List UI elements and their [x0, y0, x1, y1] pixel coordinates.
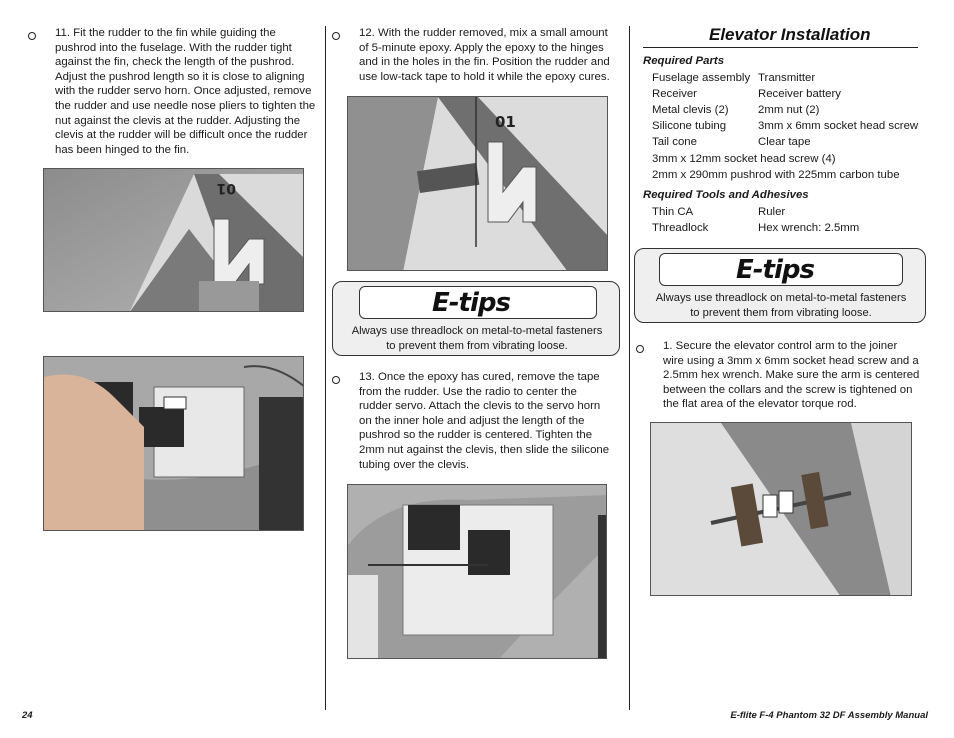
- rudder-fin-photo: [43, 168, 304, 312]
- etips-callout: [634, 248, 926, 323]
- step-11-text: [55, 26, 325, 157]
- step-11-line: with the rudder servo horn. Once adjusted, remove: [55, 85, 312, 98]
- step-11-line: pushrod into the fuselage. With the rudder tight: [55, 41, 292, 54]
- step-1-text: [663, 339, 931, 412]
- tools-row: [652, 222, 708, 234]
- section-title: Elevator Installation: [709, 25, 871, 44]
- etips-text: [333, 324, 621, 353]
- tool-item: Ruler: [758, 206, 786, 218]
- part-item: 3mm x 6mm socket head screw: [758, 120, 919, 132]
- etips-text: [635, 291, 927, 320]
- servo-centered-illustration: [348, 485, 607, 659]
- part-item: Silicone tubing: [652, 120, 727, 132]
- step-13-text: [359, 370, 624, 472]
- etips-logo: E-tips: [432, 288, 510, 318]
- step-11-line: 11. Fit the rudder to the fin while guiding the: [55, 27, 276, 39]
- page-number: 24: [22, 710, 33, 721]
- step-1-bullet: [636, 345, 644, 353]
- required-parts-heading: Required Parts: [643, 55, 725, 67]
- step-13-line: tubing over the clevis.: [359, 458, 470, 471]
- tool-item: Hex wrench: 2.5mm: [758, 222, 860, 234]
- parts-row: [758, 88, 841, 100]
- fin-marking: 01: [216, 180, 236, 196]
- step-11-line: Adjust the pushrod length so it is close to aligning: [55, 70, 305, 83]
- manual-title: E-flite F-4 Phantom 32 DF Assembly Manual: [730, 710, 928, 721]
- step-12-line: use low-tack tape to hold it while the epoxy cures.: [359, 70, 610, 83]
- step-11-bullet: [28, 32, 36, 40]
- section-title-rule: [643, 47, 918, 48]
- servo-illustration: [44, 357, 304, 531]
- step-12-line: 12. With the rudder removed, mix a small amount: [359, 27, 608, 39]
- etips-logo-panel: [659, 253, 903, 286]
- parts-row: [652, 72, 750, 84]
- etips-callout: [332, 281, 620, 356]
- parts-row-full: [652, 169, 900, 181]
- column-divider-left: [325, 26, 326, 710]
- part-item: Receiver: [652, 88, 697, 100]
- parts-row-full: [652, 153, 836, 165]
- tools-row: [652, 206, 693, 218]
- step-11-line: clevis at the rudder will be difficult once the rudder: [55, 129, 308, 142]
- taped-rudder-photo: [347, 96, 608, 271]
- fin-marking: 01: [495, 113, 516, 131]
- parts-row: [758, 104, 819, 116]
- step-13-line: rudder servo. Attach the clevis to the servo horn: [359, 400, 601, 413]
- tools-row: [758, 222, 859, 234]
- tool-item: Thin CA: [652, 206, 694, 218]
- elevator-control-arm-photo: [650, 422, 912, 596]
- step-1-line: between the collars and the screw is tightened on: [663, 383, 913, 396]
- step-1-line: the flat area of the elevator torque rod.: [663, 398, 857, 411]
- step-13-line: pushrod so the rudder is centered. Tighten the: [359, 429, 593, 442]
- part-item: 2mm nut (2): [758, 104, 820, 116]
- step-11-line: the rudder and use needle nose pliers to tighten the: [55, 99, 316, 112]
- step-13-line: from the rudder. Use the radio to center the: [359, 385, 577, 398]
- taped-rudder-illustration: [348, 97, 608, 271]
- etips-line: Always use threadlock on metal-to-metal fasteners: [655, 292, 907, 304]
- step-13-line: on the inner hole and adjust the length of the: [359, 414, 585, 427]
- column-divider-right: [629, 26, 630, 710]
- part-item: Receiver battery: [758, 88, 841, 100]
- parts-row: [758, 136, 811, 148]
- tool-item: Threadlock: [652, 222, 709, 234]
- part-item: 3mm x 12mm socket head screw (4): [652, 153, 836, 165]
- part-item: Tail cone: [652, 136, 697, 148]
- step-11-line: nut against the clevis at the rudder. Adjusting the: [55, 114, 301, 127]
- step-12-line: and in the holes in the fin. Position the rudder and: [359, 56, 610, 69]
- etips-line: to prevent them from vibrating loose.: [690, 306, 872, 319]
- parts-row: [652, 104, 729, 116]
- step-12-text: [359, 26, 624, 84]
- elevator-arm-illustration: [651, 423, 912, 596]
- etips-logo: E-tips: [736, 255, 814, 285]
- parts-row: [652, 88, 697, 100]
- step-1-line: wire using a 3mm x 6mm socket head screw and a: [663, 354, 919, 367]
- step-13-line: 2mm nut against the clevis, then slide the silicone: [359, 443, 610, 456]
- part-item: Clear tape: [758, 136, 811, 148]
- tools-row: [758, 206, 785, 218]
- parts-row: [758, 120, 918, 132]
- parts-row: [758, 72, 815, 84]
- step-13-line: 13. Once the epoxy has cured, remove the tape: [359, 371, 600, 383]
- etips-line: to prevent them from vibrating loose.: [386, 339, 568, 352]
- step-1-line: 1. Secure the elevator control arm to the joiner: [663, 340, 898, 352]
- step-11-line: has been hinged to the fin.: [55, 143, 190, 156]
- rudder-fin-illustration: [44, 169, 304, 312]
- rudder-servo-centered-photo: [347, 484, 607, 659]
- parts-row: [652, 136, 697, 148]
- etips-line: Always use threadlock on metal-to-metal fasteners: [351, 325, 603, 337]
- part-item: 2mm x 290mm pushrod with 225mm carbon tube: [652, 169, 900, 181]
- step-12-line: of 5-minute epoxy. Apply the epoxy to the hinges: [359, 41, 604, 54]
- parts-row: [652, 120, 726, 132]
- part-item: Fuselage assembly: [652, 72, 751, 84]
- step-12-bullet: [332, 32, 340, 40]
- part-item: Metal clevis (2): [652, 104, 729, 116]
- step-1-line: 2.5mm hex wrench. Make sure the arm is centered: [663, 369, 920, 382]
- etips-logo-panel: [359, 286, 597, 319]
- step-13-bullet: [332, 376, 340, 384]
- step-11-line: against the fin, check the length of the pushrod.: [55, 56, 295, 69]
- tools-heading: Required Tools and Adhesives: [643, 189, 809, 201]
- rudder-servo-photo: [43, 356, 304, 531]
- part-item: Transmitter: [758, 72, 816, 84]
